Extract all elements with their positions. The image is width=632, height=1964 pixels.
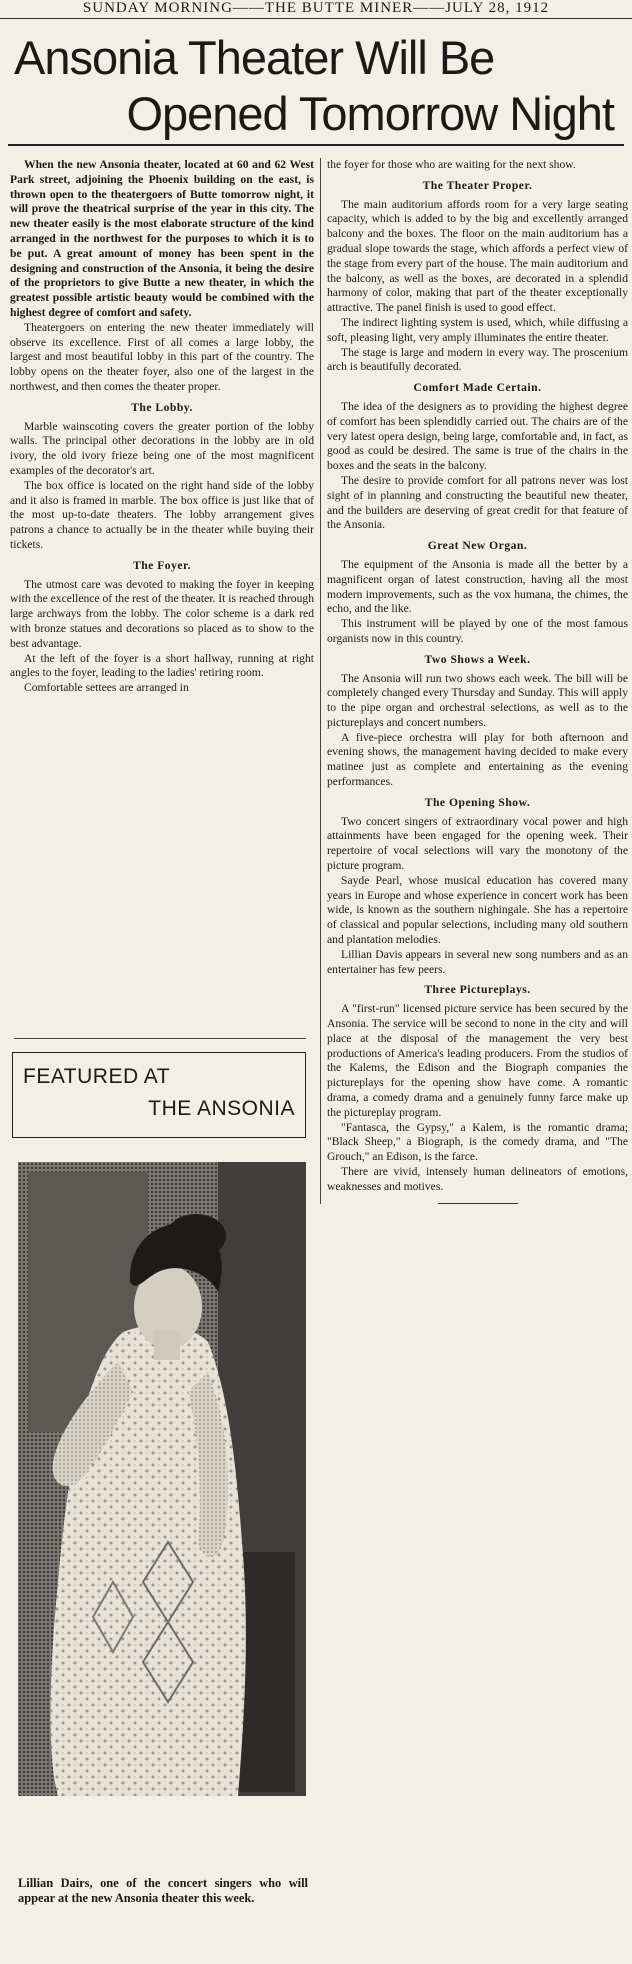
subheading-theater-proper: The Theater Proper. bbox=[422, 178, 533, 192]
right-column bbox=[320, 158, 628, 1204]
article-paragraph: The box office is located on the right hand side of the lobby and it also is framed in marble. The box office is just like that of the most up-to-date theaters. The lobby arrangement gives patrons a chance to actually be in the theater while buying their tickets. bbox=[10, 478, 314, 551]
featured-line-1: FEATURED AT bbox=[23, 1065, 171, 1088]
article-paragraph: There are vivid, intensely human delineators of emotions, weaknesses and motives. bbox=[327, 1165, 628, 1193]
headline-line-1: Ansonia Theater Will Be bbox=[14, 31, 495, 84]
masthead: SUNDAY MORNING——THE BUTTE MINER——JULY 28, 1912 bbox=[0, 0, 632, 19]
article-paragraph: Marble wainscoting covers the greater portion of the lobby walls. The principal other decorations in the lobby are in old ivory, the old ivory frieze being one of the most magnificent examples of the decorator's art. bbox=[10, 419, 314, 477]
article-paragraph: When the new Ansonia theater, located at 60 and 62 West Park street, adjoining the Phoenix building on the east, is thrown open to the theatergoers of Butte tomorrow night, it will prove the theatrical surprise of the year in this city. The new theater easily is the most elaborate structure of the kind arranged in the northwest for the purposes to which it is to be put. A great amount of money has been spent in the designing and construction of the Ansonia, it being the desire of the proprietors to give Butte a new theater, in which the greatest possible artistic beauty would be combined with the highest degree of comfort and safety. bbox=[10, 158, 314, 319]
article-paragraph: Two concert singers of extraordinary vocal power and high attainments have been engaged for the opening week. Their repertoire of vocal selections will vary the monotony of the picture program. bbox=[327, 814, 628, 873]
article-paragraph: The main auditorium affords room for a very large seating capacity, which is added to by the big and excellently arranged balcony and the boxes. The floor on the main auditorium has a gradual slope towards the stage, which affords a perfect view of the stage from every part of the house. The main auditorium and the balcony, as well as the boxes, are decorated in a splendid harmony of color, making that part of the theater exceptionally attractive. The panel finish is used to good effect. bbox=[327, 197, 628, 315]
subheading-foyer: The Foyer. bbox=[132, 558, 192, 572]
article-paragraph: The Ansonia will run two shows each week. The bill will be completely changed every Thursday and Sunday. This will apply to the pipe organ and orchestral selections, as well as to the pictureplays and concert numbers. bbox=[327, 671, 628, 729]
article-paragraph: A five-piece orchestra will play for both afternoon and evening shows, the management having decided to make every matinee just as complete and entertaining as the evening performances. bbox=[327, 730, 628, 789]
article-paragraph: the foyer for those who are waiting for the next show. bbox=[327, 158, 576, 171]
left-column bbox=[10, 158, 314, 696]
portrait-photo bbox=[18, 1162, 306, 1796]
portrait-photo-illustration bbox=[18, 1162, 306, 1796]
article-paragraph: The utmost care was devoted to making the foyer in keeping with the excellence of the rest of the theater. It is reached through large archways from the lobby. The color scheme is a dark red with bronze statues and decorations so placed as to show to the best advantage. bbox=[10, 577, 314, 650]
article-paragraph: "Fantasca, the Gypsy," a Kalem, is the romantic drama; "Black Sheep," a Biograph, is the comedy drama, and "The Grouch," an Edison, is the farce. bbox=[327, 1120, 628, 1164]
photo-caption: Lillian Dairs, one of the concert singers who will appear at the new Ansonia theater this week. bbox=[18, 1876, 308, 1905]
subheading-pictureplays: Three Pictureplays. bbox=[424, 983, 531, 997]
article-paragraph: The indirect lighting system is used, which, while diffusing a soft, pleasing light, very amply illuminates the entire theater. bbox=[327, 315, 628, 344]
featured-line-2: THE ANSONIA bbox=[148, 1097, 295, 1120]
subheading-comfort: Comfort Made Certain. bbox=[413, 381, 542, 395]
article-paragraph: The desire to provide comfort for all patrons never was lost sight of in planning and constructing the beautiful new theater, and the builders are deserving of great credit for that feature of the Ansonia. bbox=[327, 473, 628, 532]
article-paragraph: The equipment of the Ansonia is made all the better by a magnificent organ of latest construction, having all the most modern improvements, such as the vox humana, the chimes, the echo, and the like. bbox=[327, 557, 628, 616]
featured-box bbox=[12, 1052, 306, 1138]
article-paragraph: Lillian Davis appears in several new song numbers and as an entertainer has few peers. bbox=[327, 947, 628, 976]
article-paragraph: A "first-run" licensed picture service has been secured by the Ansonia. The service will be second to none in the city and will place at the disposal of the management the very best productions of America's leading producers. From the studios of the Kalems, the Edison and the Biograph companies the pictureplays for the opening show have come. A romantic drama, a comedy drama and a genuinely funny farce make up the pictureplay program. bbox=[327, 1002, 628, 1119]
article-paragraph: Theatergoers on entering the new theater immediately will observe its excellence. First of all comes a large lobby, the largest and most beautiful lobby in this part of the country. The lobby opens on the theater foyer, also one of the largest in the northwest, and then comes the theater proper. bbox=[10, 320, 314, 393]
article-paragraph: The idea of the designers as to providing the highest degree of comfort has been splendidly carried out. The chairs are of the very latest opera design, being large, comfortable and, in fact, as good as could be desired. The same is true of the chairs in the boxes and the seats in the balcony. bbox=[327, 399, 628, 473]
subheading-organ: Great New Organ. bbox=[427, 539, 528, 553]
column-divider-rule bbox=[14, 1038, 306, 1039]
article-paragraph: At the left of the foyer is a short hallway, running at right angles to the foyer, leading to the ladies' retiring room. bbox=[10, 651, 314, 680]
subheading-opening-show: The Opening Show. bbox=[424, 795, 531, 809]
headline-line-2: Opened Tomorrow Night bbox=[126, 87, 614, 140]
end-rule bbox=[438, 1203, 518, 1204]
article-paragraph: The stage is large and modern in every way. The proscenium arch is beautifully decorated. bbox=[327, 345, 628, 374]
headline bbox=[8, 22, 624, 146]
article-paragraph: This instrument will be played by one of the most famous organists now in this country. bbox=[327, 617, 628, 645]
article-paragraph: Comfortable settees are arranged in bbox=[24, 681, 189, 695]
subheading-lobby: The Lobby. bbox=[131, 400, 193, 414]
article-paragraph: Sayde Pearl, whose musical education has covered many years in Europe and whose experience in concert work has been wide, is known as the southern nighingale. She has a repertoire of classical and popular selections, including many old southern and plantation melodies. bbox=[327, 873, 628, 947]
subheading-two-shows: Two Shows a Week. bbox=[424, 652, 531, 666]
